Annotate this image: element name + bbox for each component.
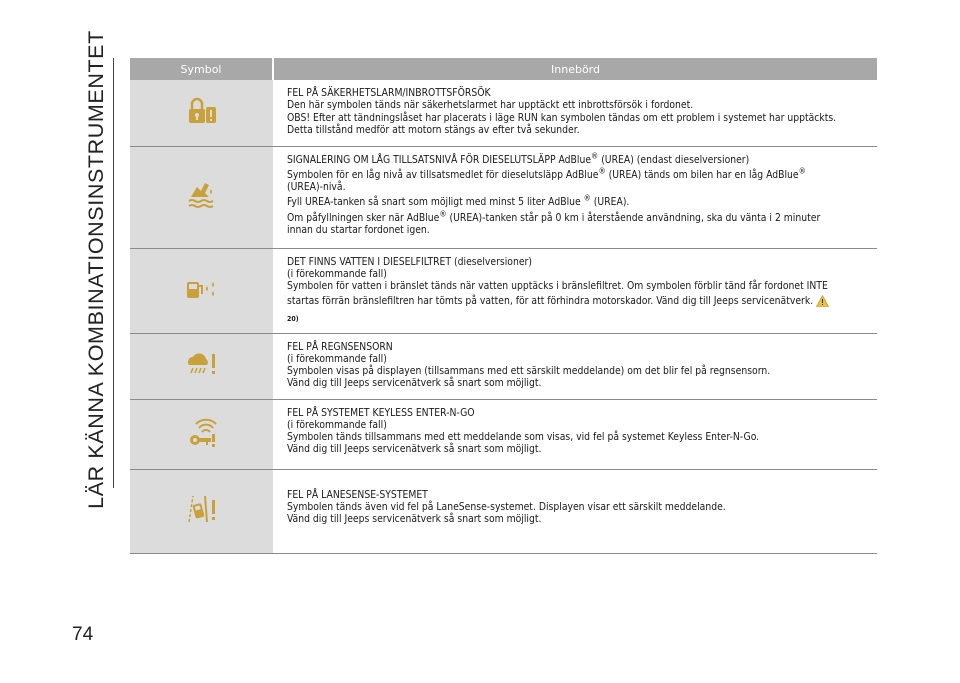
row-text: (UREA)-nivå. <box>287 181 346 194</box>
text-part: (UREA) tänds om bilen har en låg AdBlue <box>605 168 799 181</box>
row-text: OBS! Efter att tändningslåset har placerats i läge RUN kan symbolen tändas om ett problem i systemet har upptäckts. <box>287 111 837 124</box>
row-title: DET FINNS VATTEN I DIESELFILTRET (dieselversioner) <box>287 255 532 268</box>
footnote-reference: 20) <box>287 314 299 323</box>
keyless-enter-n-go-fault-icon <box>186 433 218 452</box>
row-text: Symbolen för vatten i bränslet tänds när vatten upptäcks i bränslefiltret. Om symbolen förblir tänd får fordonet INTE <box>287 280 828 293</box>
warning-triangle-icon <box>816 295 829 310</box>
text-part: Symbolen för en låg nivå av tillsatsmedlet för dieselutsläpp AdBlue <box>287 168 599 181</box>
meaning-cell <box>273 469 877 553</box>
symbol-cell <box>130 469 273 553</box>
row-title: FEL PÅ SÄKERHETSLARM/INBROTTSFÖRSÖK <box>287 87 491 99</box>
text-part: Om påfyllningen sker när AdBlue <box>287 211 440 224</box>
registered-mark: ® <box>591 151 599 161</box>
meaning-cell <box>273 248 877 333</box>
adblue-low-level-icon <box>185 196 219 215</box>
row-text: Vänd dig till Jeeps servicenätverk så snart som möjligt. <box>287 513 542 526</box>
row-title: FEL PÅ REGNSENSORN <box>287 340 393 353</box>
symbol-cell <box>130 248 273 333</box>
row-text: Vänd dig till Jeeps servicenätverk så snart som möjligt. <box>287 443 542 456</box>
row-text: Den här symbolen tänds när säkerhetslarmet har upptäckt ett inbrottsförsök i fordonet. <box>287 99 694 112</box>
row-text: Symbolen tänds även vid fel på LaneSense-systemet. Displayen visar ett särskilt meddelande. <box>287 500 726 513</box>
row-title-text: SIGNALERING OM LÅG TILLSATSNIVÅ FÖR DIESELUTSLÄPP AdBlue <box>287 153 592 166</box>
symbol-cell <box>130 399 273 469</box>
row-text: (i förekommande fall) <box>287 352 387 365</box>
page-number: 74 <box>72 624 94 645</box>
header-symbol: Symbol <box>130 58 273 80</box>
meaning-cell <box>273 333 877 399</box>
text-part: Fyll UREA-tanken så snart som möjligt med minst 5 liter AdBlue <box>287 196 584 209</box>
meaning-cell <box>273 80 877 146</box>
registered-mark: ® <box>439 209 447 219</box>
row-text <box>287 193 873 209</box>
row-text: Vänd dig till Jeeps servicenätverk så snart som möjligt. <box>287 377 542 390</box>
registered-mark: ® <box>598 166 606 176</box>
table-row <box>130 248 877 333</box>
row-title: FEL PÅ LANESENSE-SYSTEMET <box>287 488 428 501</box>
side-section-title-text: LÄR KÄNNA KOMBINATIONSINSTRUMENTET <box>83 29 108 509</box>
row-text: (i förekommande fall) <box>287 418 387 431</box>
row-text: innan du startar fordonet igen. <box>287 223 430 236</box>
row-text: Symbolen tänds tillsammans med ett meddelande som visas, vid fel på systemet Keyless Enter-N-Go. <box>287 431 760 444</box>
meaning-cell <box>273 399 877 469</box>
row-text <box>287 209 873 224</box>
row-text <box>287 295 873 310</box>
alarm-lock-warning-icon <box>186 111 218 130</box>
symbol-cell <box>130 146 273 248</box>
table-row <box>130 399 877 469</box>
lanesense-fault-icon <box>185 511 219 530</box>
registered-mark: ® <box>583 193 591 203</box>
row-title <box>287 151 873 166</box>
header-meaning: Innebörd <box>273 58 877 80</box>
row-text: Detta tillstånd medför att motorn stängs av efter två sekunder. <box>287 123 580 136</box>
row-text: Symbolen visas på displayen (tillsammans med ett särskilt meddelande) om det blir fel på regnsensorn. <box>287 365 771 378</box>
table-row <box>130 80 877 146</box>
row-title: FEL PÅ SYSTEMET KEYLESS ENTER-N-GO <box>287 406 475 419</box>
table-row <box>130 146 877 248</box>
table-row <box>130 469 877 553</box>
registered-mark: ® <box>798 166 806 176</box>
text-part: startas förrän bränslefiltren har tömts på vatten, för att förhindra motorskador. Vänd dig till Jeeps servicenätverk. <box>287 295 814 308</box>
text-part: (UREA)-tanken står på 0 km i återstående användning, ska du vänta i 2 minuter <box>446 211 821 224</box>
row-title-text: (UREA) (endast dieselversioner) <box>598 153 750 166</box>
text-part: (UREA). <box>590 196 630 209</box>
rain-sensor-fault-icon <box>185 362 219 381</box>
row-text: (i förekommande fall) <box>287 267 387 280</box>
water-in-fuel-filter-icon <box>185 285 219 304</box>
table-header-row <box>130 58 877 80</box>
table-row <box>130 333 877 399</box>
row-text <box>287 166 873 181</box>
meaning-cell <box>273 146 877 248</box>
symbol-cell <box>130 333 273 399</box>
side-divider <box>113 58 114 488</box>
warning-symbol-table <box>130 58 877 554</box>
symbol-cell <box>130 80 273 146</box>
